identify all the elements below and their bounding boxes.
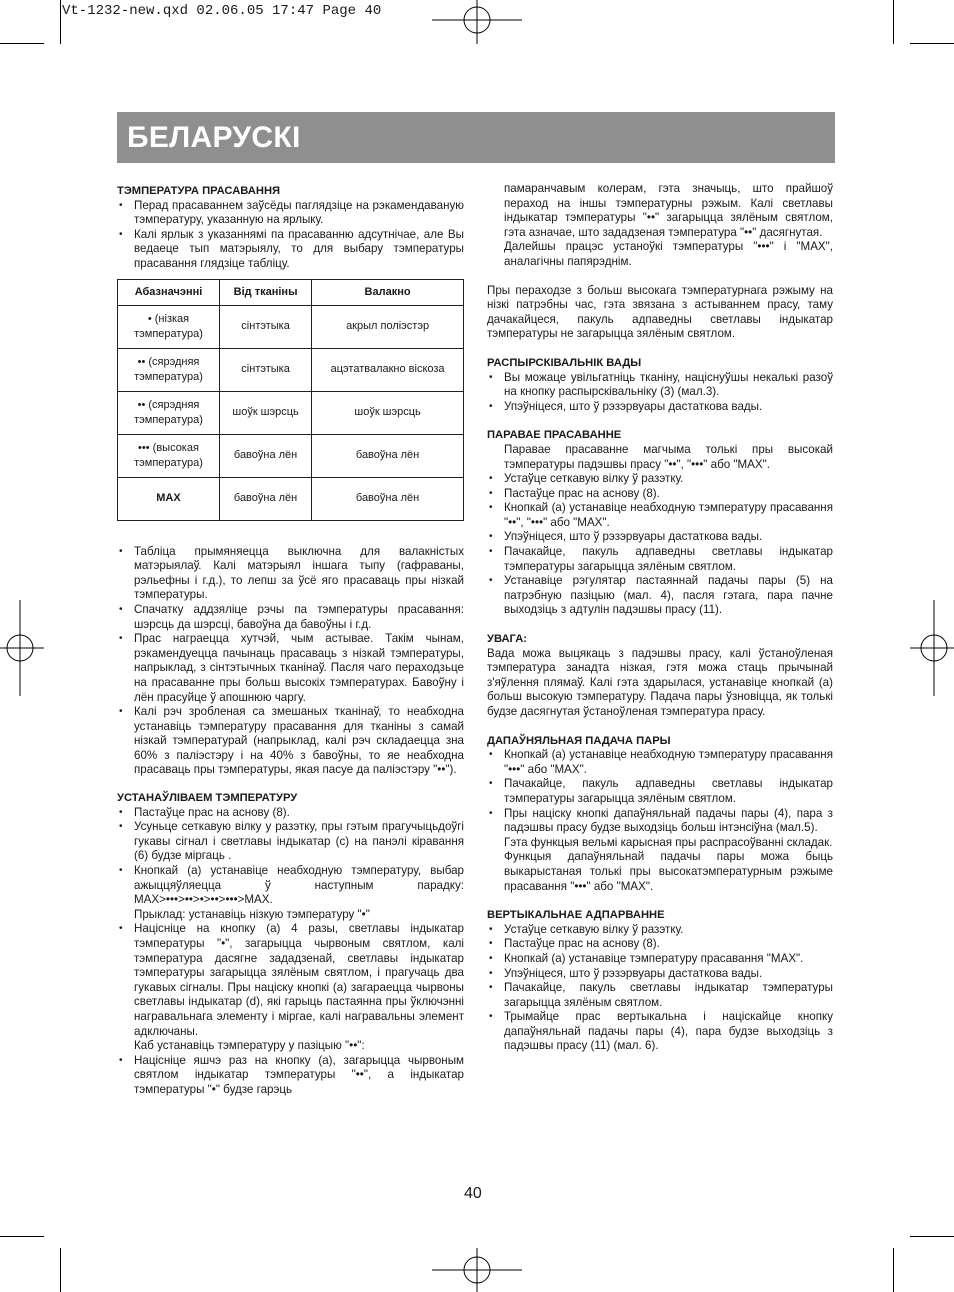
list-item: • Націсніце яшчэ раз на кнопку (а), загарыцца чырвоным святлом індыкатар тэмпературы "••", а індыкатар тэмпературы "•" будзе гарэць — [117, 1054, 464, 1098]
crop-mark — [910, 43, 954, 44]
table-cell: бавоўна лён — [312, 477, 464, 520]
continued-text: памаранчавым колерам, гэта значыць, што прайшоў пераход на іншы тэмпературны рэжым. Калі светлавы індыкатар тэмпературы "••" загарыцца зялёным святлом, гэта азначае, што зададзеная тэмпература "••" дасягнутая. — [504, 182, 833, 239]
table-header-row — [118, 279, 464, 305]
table-cell: •• (сярэдняя тэмпература) — [118, 348, 220, 391]
table-cell: • (нізкая тэмпература) — [118, 305, 220, 348]
list-item: • Устаўце сеткавую вілку ў разэтку. — [487, 472, 833, 487]
table-cell: шоўк шэрсць — [312, 391, 464, 434]
bullet-list — [117, 922, 464, 1039]
crop-mark — [0, 43, 44, 44]
registration-mark-left — [0, 600, 44, 696]
table-cell: бавоўна лён — [220, 477, 312, 520]
list-item: • Перад прасаваннем заўсёды паглядзіце на рэкамендаваную тэмпературу, указанную на ярлыку. — [117, 199, 464, 228]
left-column — [117, 184, 464, 1098]
table-cell: шоўк шэрсць — [220, 391, 312, 434]
crop-mark — [60, 0, 61, 44]
section-heading: ДАПАЎНЯЛЬНАЯ ПАДАЧА ПАРЫ — [487, 734, 671, 747]
column-header: Абазначэнні — [118, 279, 220, 305]
section-heading: УСТАНАЎЛІВАЕМ ТЭМПЕРАТУРУ — [117, 792, 298, 805]
list-item: • Трымайце прас вертыкальна і націскайце кнопку дапаўняльнай падачы пары (4), пара будзе выходзіць з падэшвы прасу (11) (мал. 6). — [487, 1010, 833, 1054]
right-column — [487, 182, 833, 1054]
table-cell: •• (сярэдняя тэмпература) — [118, 391, 220, 434]
table-cell: ••• (высокая тэмпература) — [118, 434, 220, 477]
crop-mark — [0, 1236, 44, 1237]
table-row — [118, 434, 464, 477]
list-item: • Прас награецца хутчэй, чым астывае. Такім чынам, рэкамендуецца пачынаць прасаваць з нізкай тэмпературы, напрыклад, з сінтэтычных тканінаў. Пасля чаго пераходзьце на прасаванне пры больш высокіх тэмпературах. Бавоўну і лён прасуйце ў апошнюю чаргу. — [117, 632, 464, 705]
bullet-list — [487, 748, 833, 836]
language-banner — [117, 112, 835, 163]
list-item: • Пачакайце, пакуль адпаведны светлавы індыкатар тэмпературы загарыцца зялёным святлом. — [487, 777, 833, 806]
table-cell: акрыл поліэстэр — [312, 305, 464, 348]
bullet-list — [117, 545, 464, 779]
section-heading: ПАРАВАЕ ПРАСАВАННЕ — [487, 429, 622, 442]
list-item: • Устанавіце рэгулятар пастаяннай падачы пары (5) на патрэбную пазіцыю (мал. 4), пасля гэтага, пара пачне выходзіць з адтулін падэшвы прасу (11). — [487, 574, 833, 618]
list-item: • Кнопкай (а) устанавіце тэмпературу прасавання "MAX". — [487, 952, 833, 967]
section-intro: Паравае прасаванне магчыма толькі пры высокай тэмпературы падэшвы прасу "••", "•••" або "MAX". — [504, 442, 833, 471]
section-heading: ТЭМПЕРАТУРА ПРАСАВАННЯ — [117, 185, 281, 197]
column-header: Валакно — [312, 279, 464, 305]
paragraph: Пры пераходзе з больш высокага тэмпературнага рэжыму на нізкі патрэбны час, гэта звязана з астываннем прасу, таму дачакайцеся, пакуль адпаведны светлавы індыкатар тэмпературы не загарыцца зялёным святлом. — [487, 283, 833, 341]
column-header: Від тканіны — [220, 279, 312, 305]
temperature-table — [117, 279, 464, 521]
table-row — [118, 305, 464, 348]
list-item: • Табліца прымяняецца выключна для валакністых матэрыялаў. Калі матэрыял іншага тыпу (гафраваны, рэльефны і г.д.), то лепш за ўсё яго прасаваць пры нізкай тэмпературы. — [117, 545, 464, 603]
table-row — [118, 391, 464, 434]
list-item: • Кнопкай (а) устанавіце неабходную тэмпературу прасавання "••", "•••" або "MAX". — [487, 501, 833, 530]
list-item: • Кнопкай (а) устанавіце неабходную тэмпературу прасавання "•••" або "MAX". — [487, 748, 833, 777]
table-row — [118, 477, 464, 520]
section-heading: РАСПЫРСКІВАЛЬНІК ВАДЫ — [487, 356, 642, 369]
table-row — [118, 348, 464, 391]
crop-mark — [910, 1236, 954, 1237]
bullet-list — [487, 371, 833, 415]
bullet-list — [117, 199, 464, 272]
continued-text: Далейшы працэс устаноўкі тэмпературы "•••" і "MAX", аналагічны папярэднім. — [504, 240, 833, 268]
bullet-list — [117, 1054, 464, 1098]
feature-note: Гэта функцыя вельмі карысная пры распрасоўванні складак. — [504, 835, 833, 849]
list-item: • Спачатку аддзяліце рэчы па тэмпературы прасавання: шэрсць да шэрсці, бавоўна да бавоўны і г.д. — [117, 603, 464, 632]
list-item: • Пастаўце прас на аснову (8). — [487, 937, 833, 952]
list-item: • Націсніце на кнопку (а) 4 разы, светлавы індыкатар тэмпературы "•", загарыцца чырвоным святлом, калі тэмпература дасягне зададзенай, светлавы індыкатар тэмпературы загарыцца зялёным святлом, і прагучаць два гукавых сігналы. Пры націску кнопкі (а) загараецца чырвоны светлавы індыкатар (d), які гарыць пастаянна пры ўключэнні награвальнага элементу і міргае, калі награвальны элемент адключаны. — [117, 922, 464, 1039]
table-cell: бавоўна лён — [220, 434, 312, 477]
bullet-list — [487, 923, 833, 1054]
page-number: 40 — [464, 1185, 482, 1202]
example-note: Прыклад: устанавіць нізкую тэмпературу "•" — [134, 907, 370, 921]
list-item: • Пастаўце прас на аснову (8). — [117, 806, 464, 821]
list-item: • Пачакайце, пакуль светлавы індыкатар тэмпературы загарыцца зялёным святлом. — [487, 981, 833, 1010]
list-item: • Вы можаце увільгатніць тканіну, націснуўшы некалькі разоў на кнопку распырсківальніку (3) (мал.3). — [487, 371, 833, 400]
list-item: • Упэўніцеся, што ў рэзэрвуары дастаткова вады. — [487, 400, 833, 415]
registration-mark-top — [432, 0, 522, 44]
print-slug: Vt-1232-new.qxd 02.06.05 17:47 Page 40 — [62, 3, 382, 19]
list-item: • Пачакайце, пакуль адпаведны светлавы індыкатар тэмпературы загарыцца зялёным святлом. — [487, 545, 833, 574]
list-item: • Устаўце сеткавую вілку ў разэтку. — [487, 923, 833, 938]
registration-mark-right — [910, 600, 954, 696]
warning-text: Вада можа выцякаць з падэшвы прасу, калі ўстаноўленая тэмпература занадта нізкая, гэтя можа стаць прычынай з'яўлення плямаў. Калі гэта здарылася, устанавіце кнопкай (а) больш высокую тэмпературу. Падача пары ўзновіцца, як толькі будзе дасягнутая ўстаноўленая тэмпература прасу. — [487, 646, 833, 718]
banner-title: БЕЛАРУСКІ — [127, 121, 301, 154]
list-item: • Калі рэч зробленая са змешаных тканінаў, то неабходна устанавіць тэмпературу прасавання для тканіны з самай нізкай тэмпературай (напрыклад, калі рэч складаецца зна 60% з паліэстэру і на 40% з бавоўны, то яе неабходна прасаваць пры тэмпературы, якая пасуе да паліэстэру "••"). — [117, 705, 464, 778]
registration-mark-bottom — [432, 1248, 522, 1292]
list-item: • Усуньце сеткавую вілку у разэтку, пры гэтым прагучыцьдоўгі гукавы сігнал і светлавы індыкатар (с) на панэлі кіравання (6) будзе міргаць . — [117, 820, 464, 864]
crop-mark — [893, 1248, 894, 1292]
table-cell: ацэтатвалакно віскоза — [312, 348, 464, 391]
bullet-list — [487, 472, 833, 618]
list-item: • Упэўніцеся, што ў рэзэрвуары дастаткова вады. — [487, 530, 833, 545]
table-cell: бавоўна лён — [312, 434, 464, 477]
instruction-note: Каб устанавіць тэмпературу у пазіцыю "••": — [134, 1039, 365, 1053]
bullet-list — [117, 806, 464, 908]
list-item: • Кнопкай (а) устанавіце неабходную тэмпературу, выбар ажыццяўляецца ў наступным парадку: MAX>•••>••>•>••>•••>MAX. — [117, 864, 464, 908]
table-cell: MAX — [118, 477, 220, 520]
list-item: • Пастаўце прас на аснову (8). — [487, 487, 833, 502]
table-cell: сінтэтыка — [220, 305, 312, 348]
section-heading: ВЕРТЫКАЛЬНАЕ АДПАРВАННЕ — [487, 909, 665, 922]
feature-note: Функцыя дапаўняльнай падачы пары можа быць выкарыстаная толькі пры высокатэмпературным рэжыме прасавання "•••" або "MAX". — [504, 850, 833, 893]
crop-mark — [60, 1248, 61, 1292]
table-cell: сінтэтыка — [220, 348, 312, 391]
section-heading: УВАГА: — [487, 633, 528, 646]
list-item: • Калі ярлык з указаннямі па прасаванню адсутнічае, але Вы ведаеце тып матэрыялу, то для выбару тэмпературы прасавання глядзіце табліцу. — [117, 228, 464, 272]
list-item: • Пры націску кнопкі дапаўняльнай падачы пары (4), пара з падэшвы прасу будзе выходзіць больш інтэнсіўна (мал.5). — [487, 807, 833, 836]
list-item: • Упэўніцеся, што ў рэзэрвуары дастаткова вады. — [487, 967, 833, 982]
crop-mark — [893, 0, 894, 44]
